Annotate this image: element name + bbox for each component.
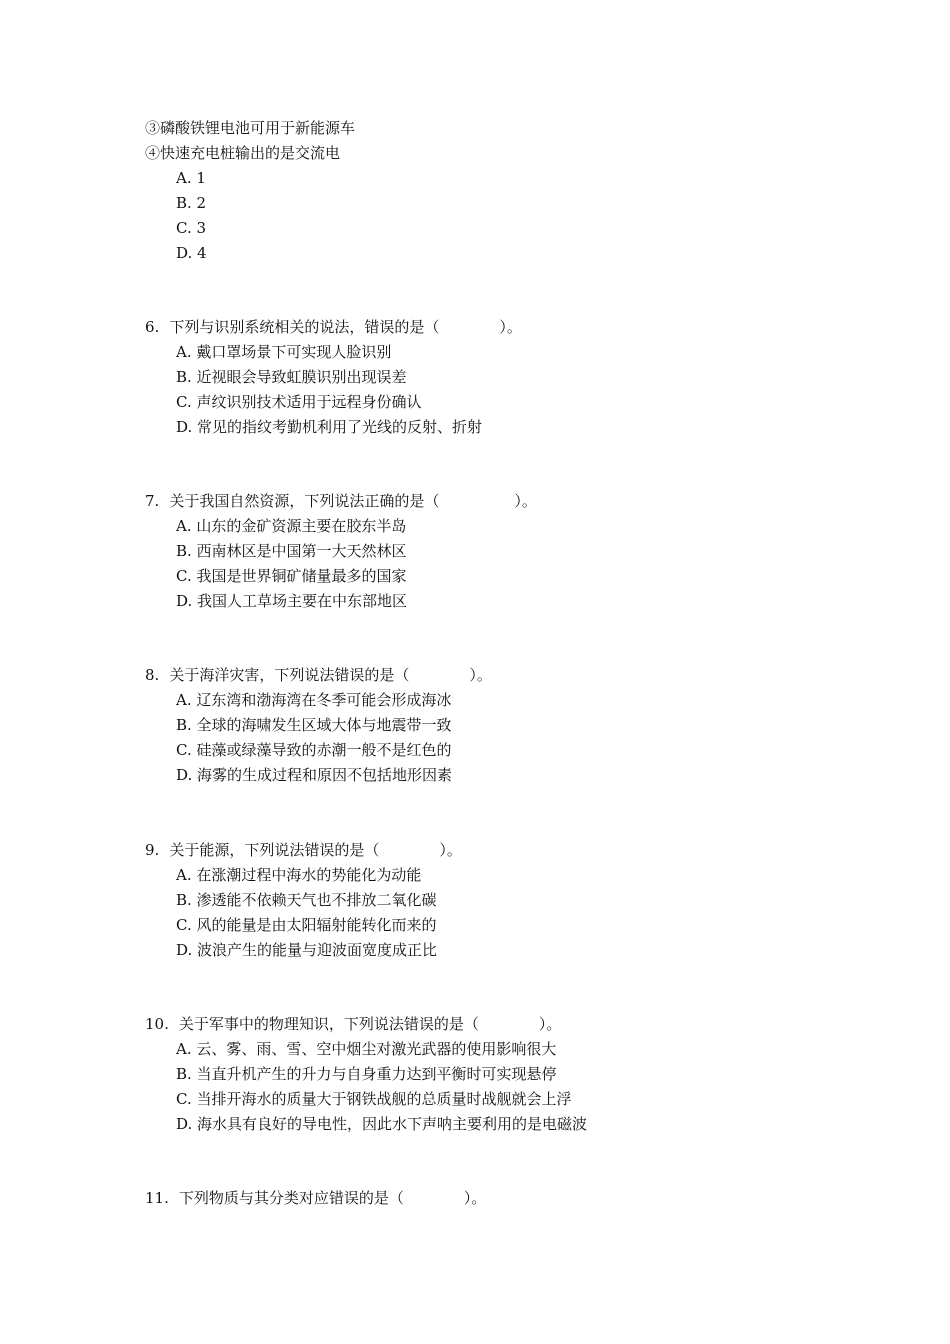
option-c: C. 硅藻或绿藻导致的赤潮一般不是红色的 xyxy=(176,741,452,759)
option-c: C. 3 xyxy=(176,219,207,237)
question-number: 7. xyxy=(145,492,160,510)
option-d: D. 我国人工草场主要在中东部地区 xyxy=(176,592,408,610)
option-c: C. 风的能量是由太阳辐射能转化而来的 xyxy=(176,916,437,934)
question-9-stem xyxy=(145,840,462,860)
option-b: B. 西南林区是中国第一大天然林区 xyxy=(176,542,407,560)
question-number: 11. xyxy=(145,1189,169,1207)
statement-4: ④快速充电桩输出的是交流电 xyxy=(145,144,341,162)
question-text: 关于能源，下列说法错误的是（ ）。 xyxy=(169,841,462,859)
question-6-stem xyxy=(145,317,522,337)
question-11-stem xyxy=(145,1188,486,1208)
option-c: C. 声纹识别技术适用于远程身份确认 xyxy=(176,393,422,411)
option-b: B. 近视眼会导致虹膜识别出现误差 xyxy=(176,368,407,386)
option-c: C. 当排开海水的质量大于钢铁战舰的总质量时战舰就会上浮 xyxy=(176,1090,572,1108)
question-8-stem xyxy=(145,665,492,685)
option-d: D. 海水具有良好的导电性，因此水下声呐主要利用的是电磁波 xyxy=(176,1115,588,1133)
option-a: A. 辽东湾和渤海湾在冬季可能会形成海冰 xyxy=(176,691,452,709)
question-text: 关于我国自然资源，下列说法正确的是（ ）。 xyxy=(169,492,537,510)
option-b: B. 渗透能不依赖天气也不排放二氧化碳 xyxy=(176,891,437,909)
option-d: D. 常见的指纹考勤机利用了光线的反射、折射 xyxy=(176,418,483,436)
question-text: 关于海洋灾害，下列说法错误的是（ ）。 xyxy=(169,666,492,684)
question-text: 下列与识别系统相关的说法，错误的是（ ）。 xyxy=(169,318,522,336)
option-a: A. 云、雾、雨、雪、空中烟尘对激光武器的使用影响很大 xyxy=(176,1040,557,1058)
option-d: D. 4 xyxy=(176,244,207,262)
option-a: A. 在涨潮过程中海水的势能化为动能 xyxy=(176,866,422,884)
question-number: 10. xyxy=(145,1015,169,1033)
option-b: B. 全球的海啸发生区域大体与地震带一致 xyxy=(176,716,452,734)
option-c: C. 我国是世界铜矿储量最多的国家 xyxy=(176,567,407,585)
option-d: D. 波浪产生的能量与迎波面宽度成正比 xyxy=(176,941,438,959)
statement-3: ③磷酸铁锂电池可用于新能源车 xyxy=(145,119,356,137)
question-number: 6. xyxy=(145,318,160,336)
option-d: D. 海雾的生成过程和原因不包括地形因素 xyxy=(176,766,453,784)
question-number: 8. xyxy=(145,666,160,684)
question-text: 关于军事中的物理知识，下列说法错误的是（ ）。 xyxy=(178,1015,562,1033)
question-text: 下列物质与其分类对应错误的是（ ）。 xyxy=(178,1189,487,1207)
option-a: A. 戴口罩场景下可实现人脸识别 xyxy=(176,343,392,361)
option-a: A. 山东的金矿资源主要在胶东半岛 xyxy=(176,517,407,535)
option-b: B. 当直升机产生的升力与自身重力达到平衡时可实现悬停 xyxy=(176,1065,557,1083)
question-10-stem xyxy=(145,1014,561,1034)
question-number: 9. xyxy=(145,841,160,859)
option-a: A. 1 xyxy=(176,169,206,187)
option-b: B. 2 xyxy=(176,194,207,212)
question-7-stem xyxy=(145,491,537,511)
